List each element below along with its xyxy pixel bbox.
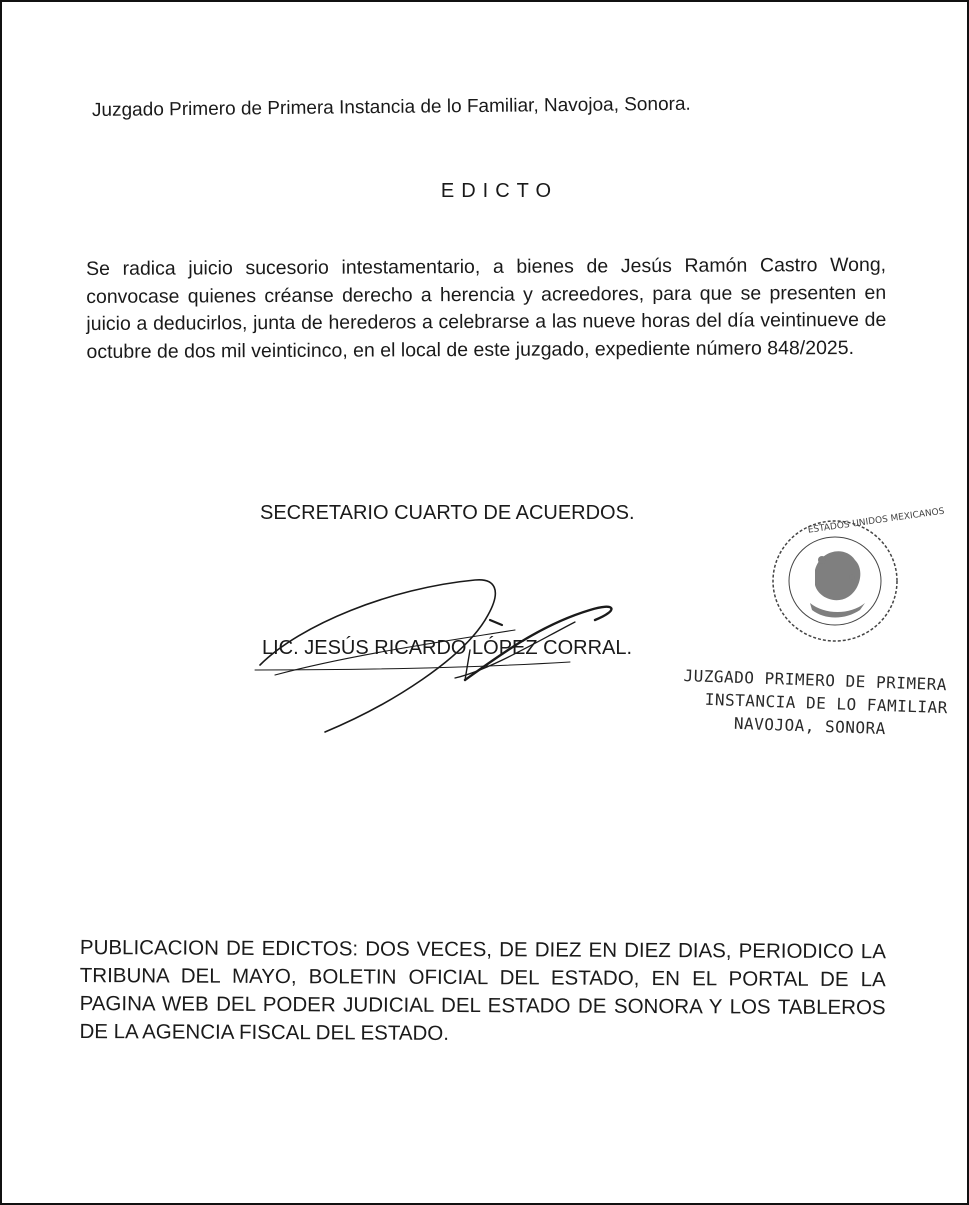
handwritten-signature xyxy=(240,570,660,740)
edict-body: Se radica juicio sucesorio intestamentario, a bienes de Jesús Ramón Castro Wong, convocase quienes créanse derecho a herencia y acreedores, para que se presenten en juicio a deducirlos, junta de herederos a celebrarse a las nueve horas del día veintinueve de octubre de dos mil veinticinco, en el local de este juzgado, expediente número 848/2025. xyxy=(86,253,887,363)
secretary-title: SECRETARIO CUARTO DE ACUERDOS. xyxy=(260,502,635,524)
stamp-line: JUZGADO PRIMERO DE PRIMERA xyxy=(683,665,948,695)
court-stamp xyxy=(682,664,969,743)
stamp-line: INSTANCIA DE LO FAMILIAR xyxy=(704,689,949,718)
seal-text: ESTADOS UNIDOS MEXICANOS xyxy=(807,506,946,536)
publication-note: PUBLICACION DE EDICTOS: DOS VECES, DE DIEZ EN DIEZ DIAS, PERIODICO LA TRIBUNA DEL MAYO, BOLETIN OFICIAL DEL ESTADO, EN EL PORTAL DE LA PAGINA WEB DEL PODER JUDICIAL DEL ESTADO DE SONORA Y LOS TABLEROS DE LA AGENCIA FISCAL DEL ESTADO. xyxy=(79,936,886,1045)
document-title: EDICTO xyxy=(440,180,559,202)
court-seal-icon xyxy=(760,506,946,650)
court-header: Juzgado Primero de Primera Instancia de lo Familiar, Navojoa, Sonora. xyxy=(91,93,691,121)
signer-name: LIC. JESÚS RICARDO LÓPEZ CORRAL. xyxy=(262,637,633,659)
stamp-line: NAVOJOA, SONORA xyxy=(733,713,887,739)
